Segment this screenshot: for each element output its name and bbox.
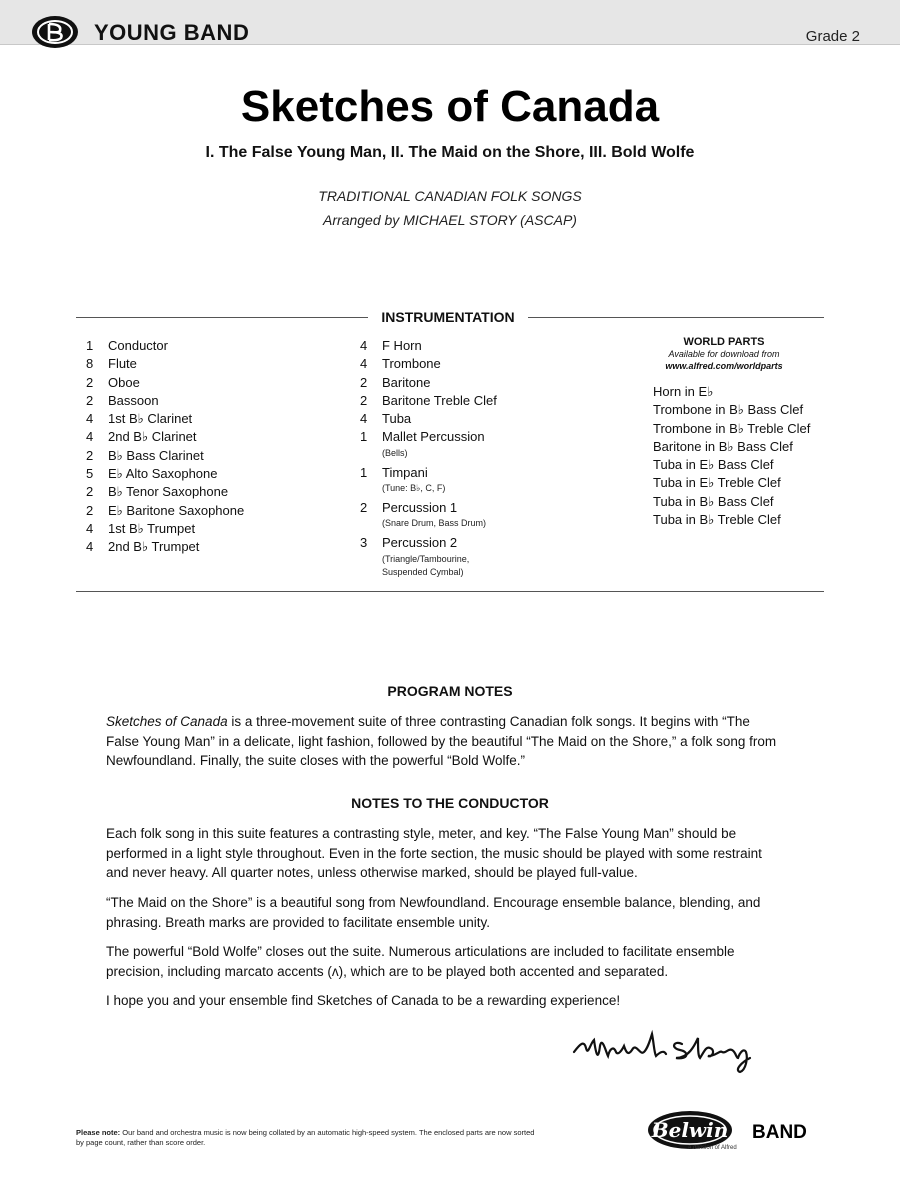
program-notes-heading: PROGRAM NOTES xyxy=(387,683,513,699)
instrument-row: 1 Timpani xyxy=(360,464,428,480)
instrument-list-left xyxy=(86,337,356,557)
instrument-row: 3 Percussion 2 xyxy=(360,535,458,551)
instrument-row: 5 E♭ Alto Saxophone xyxy=(86,466,218,482)
instrument-row: 4 F Horn xyxy=(360,338,422,353)
instrument-note: (Snare Drum, Bass Drum) xyxy=(382,518,487,529)
world-parts xyxy=(640,336,840,529)
instrument-note: Suspended Cymbal) xyxy=(382,566,464,577)
instrument-row: 2 Percussion 1 xyxy=(360,500,458,516)
instrument-row: 8 Flute xyxy=(86,356,137,372)
instrument-row: 1 Mallet Percussion xyxy=(360,429,485,445)
instrument-row: 2 Baritone xyxy=(360,374,431,390)
source-credit: TRADITIONAL CANADIAN FOLK SONGS xyxy=(318,188,582,204)
world-part-item: Baritone in B♭ Bass Clef xyxy=(653,438,793,454)
instrument-row: 4 Trombone xyxy=(360,356,441,372)
instrument-row: 2 E♭ Baritone Saxophone xyxy=(86,502,245,518)
program-notes-title: Sketches of Canada xyxy=(106,714,228,729)
instrument-row: 2 B♭ Bass Clarinet xyxy=(86,447,204,463)
world-parts-url[interactable]: www.alfred.com/worldparts xyxy=(665,361,783,371)
program-notes-text: Sketches of Canada is a three-movement suite of three contrasting Canadian folk songs. It begins with “The False Young Man” in a delicate, light fashion, followed by the beautiful “The Maid on the Shore,” a folk song from Newfoundland. Finally, the suite closes with the powerful “Bold Wolfe.” xyxy=(106,714,777,768)
page-title: Sketches of Canada xyxy=(240,82,660,131)
world-part-item: Trombone in B♭ Treble Clef xyxy=(653,420,811,436)
divider-line xyxy=(528,317,824,318)
instrument-row: 4 Tuba xyxy=(360,411,412,427)
brand-name: YOUNG BAND xyxy=(94,20,250,45)
publisher-sub: a division of Alfred xyxy=(688,1145,737,1151)
world-parts-list xyxy=(640,383,840,529)
world-part-item: Tuba in E♭ Bass Clef xyxy=(653,457,774,473)
belwin-script: Belwin xyxy=(651,1118,729,1142)
world-parts-available: Available for download from xyxy=(668,349,780,359)
instrument-note: (Tune: B♭, C, F) xyxy=(382,483,446,494)
instrument-note: (Triangle/Tambourine, xyxy=(382,553,470,564)
publisher-name: BAND xyxy=(752,1122,807,1143)
conductor-notes-paragraph: “The Maid on the Shore” is a beautiful song from Newfoundland. Encourage ensemble balance, blending, and phrasing. Breath marks are provided to facilitate ensemble unity. xyxy=(106,895,761,930)
instrument-row: 1 Conductor xyxy=(86,338,168,353)
grade-label: Grade 2 xyxy=(805,28,860,45)
footer-note: Please note: Our band and orchestra music is now being collated by an automatic high-speed system. The enclosed parts are now sorted by page count, rather than score order. xyxy=(76,1128,535,1147)
young-band-logo-icon xyxy=(30,14,80,50)
conductor-notes-paragraph: The powerful “Bold Wolfe” closes out the suite. Numerous articulations are included to facilitate ensemble precision, including marcato accents (ʌ), which are to be played both accented and separated. xyxy=(106,944,735,979)
signature xyxy=(570,1022,780,1074)
instrument-note: (Bells) xyxy=(382,447,408,458)
conductor-notes-paragraph: Each folk song in this suite features a contrasting style, meter, and key. “The False Young Man” should be performed in a light style throughout. Even in the forte section, the music should be played with some restraint and never heavy. All quarter notes, unless otherwise marked, should be played full-value. xyxy=(106,826,762,880)
instrument-row: 2 Bassoon xyxy=(86,392,159,408)
instrument-row: 2 Baritone Treble Clef xyxy=(360,392,497,408)
divider-line xyxy=(76,317,368,318)
world-part-item: Tuba in E♭ Treble Clef xyxy=(653,475,781,491)
instrument-row: 4 1st B♭ Clarinet xyxy=(86,411,193,427)
conductor-notes-paragraph: I hope you and your ensemble find Sketches of Canada to be a rewarding experience! xyxy=(106,993,621,1008)
instrument-row: 2 Oboe xyxy=(86,374,140,390)
instrument-row: 4 1st B♭ Trumpet xyxy=(86,520,196,536)
movements-subtitle: I. The False Young Man, II. The Maid on the Shore, III. Bold Wolfe xyxy=(205,144,695,161)
divider-line xyxy=(76,591,824,592)
world-part-item: Trombone in B♭ Bass Clef xyxy=(653,402,804,418)
header-bar xyxy=(0,0,900,45)
instrumentation-heading: INSTRUMENTATION xyxy=(381,309,515,325)
instrument-row: 4 2nd B♭ Trumpet xyxy=(86,539,200,555)
belwin-band-logo-icon xyxy=(646,1108,836,1156)
arranger-credit: Arranged by MICHAEL STORY (ASCAP) xyxy=(323,212,577,228)
instrument-row: 4 2nd B♭ Clarinet xyxy=(86,429,197,445)
world-part-item: Tuba in B♭ Bass Clef xyxy=(653,493,774,509)
instrument-list-middle xyxy=(360,337,630,579)
instrument-row: 2 B♭ Tenor Saxophone xyxy=(86,484,229,500)
world-part-item: Horn in E♭ xyxy=(653,384,714,399)
conductor-notes-heading: NOTES TO THE CONDUCTOR xyxy=(351,795,549,811)
world-parts-heading: WORLD PARTS xyxy=(683,336,765,348)
world-part-item: Tuba in B♭ Treble Clef xyxy=(653,512,781,528)
